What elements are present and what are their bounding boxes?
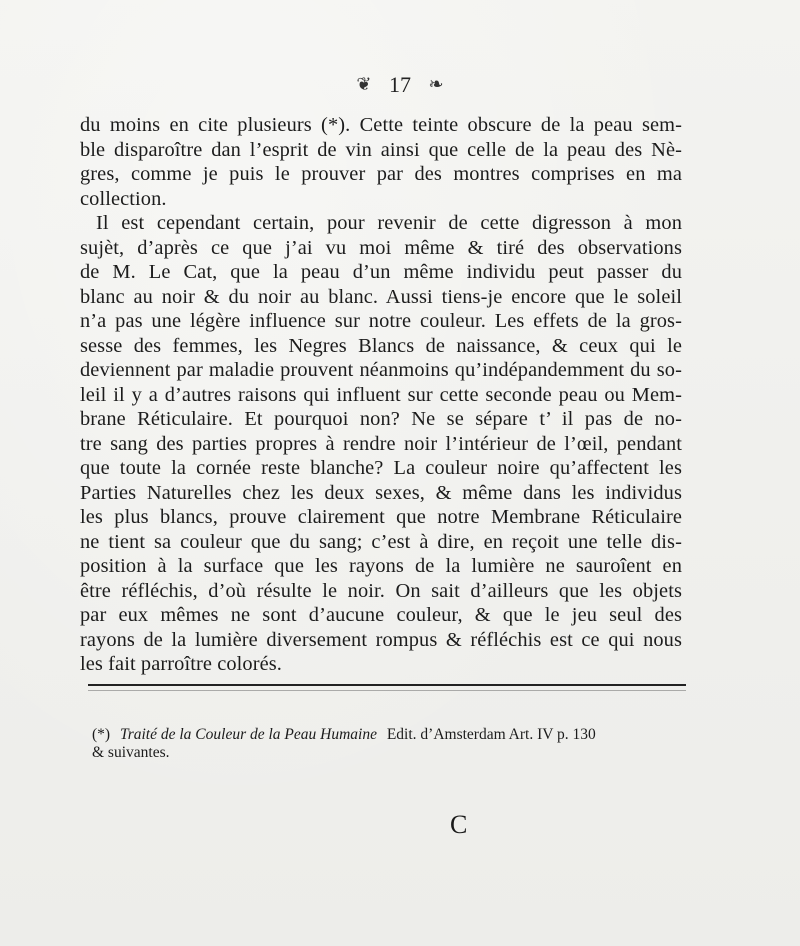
text-line: blanc au noir & du noir au blanc. Aussi tiens-je encore que le soleil [80,285,682,308]
text-line: deviennent par maladie prouvent néanmoins qu’indépandemment du so- [80,359,682,381]
text-line: gres, comme je puis le prouver par des montres comprises en ma [80,163,682,185]
page-number: 17 [389,72,411,97]
page-header [0,72,800,98]
fleuron-left-icon: ❦ [356,74,372,94]
text-line: n’a pas une légère influence sur notre couleur. Les effets de la gros- [80,310,682,332]
text-line: Il est cependant certain, pour revenir de cette digresson à mon [96,212,682,234]
footnote-separator-rule [88,684,686,686]
fleuron-right-icon: ❧ [428,74,444,94]
signature-mark: C [450,810,468,839]
text-line: les fait parroître colorés. [80,653,282,675]
text-line: tre sang des parties propres à rendre noir l’intérieur de l’œil, pendant [80,432,682,455]
footnote-edition: Edit. d’Amsterdam Art. IV p. 130 [386,726,596,743]
text-line: sujèt, d’après ce que j’ai vu moi même & tiré des observations [80,236,682,259]
text-line: sesse des femmes, les Negres Blancs de naissance, & ceux qui le [80,334,682,357]
text-line: leil il y a d’autres raisons qui influent sur cette seconde peau ou Mem- [80,383,682,406]
text-line: être réfléchis, d’où résulte le noir. On sait d’ailleurs que les objets [80,579,682,602]
footnote-line-1 [92,726,682,744]
footnote [92,726,682,762]
text-line: brane Réticulaire. Et pourquoi non? Ne se sépare t’ il pas de no- [80,408,682,430]
text-line: les plus blancs, prouve clairement que notre Membrane Réticulaire [80,506,682,528]
text-line: par eux mêmes ne sont d’aucune couleur, & que le jeu seul des [80,604,682,626]
text-line: de M. Le Cat, que la peau d’un même individu peut passer du [80,261,682,283]
text-line: Parties Naturelles chez les deux sexes, & même dans les individus [80,481,682,504]
footnote-separator-shadow [88,690,686,691]
text-line: que toute la cornée reste blanche? La couleur noire qu’affectent les [80,457,682,479]
text-line: collection. [80,187,167,210]
text-line: position à la surface que les rayons de la lumière ne sauroîent en [80,555,682,577]
footnote-work-title: Traité de la Couleur de la Peau Humaine [119,726,377,743]
text-line: ble disparoître dan l’esprit de vin ainsi que celle de la peau des Nè- [80,138,682,161]
footnote-line-2: & suivantes. [92,744,170,761]
text-line: ne tient sa couleur que du sang; c’est à dire, en reçoit une telle dis- [80,530,682,553]
footnote-marker: (*) [92,726,111,743]
text-line: rayons de la lumière diversement rompus & réfléchis est ce qui nous [80,628,682,651]
main-text-block [80,113,682,677]
text-line: du moins en cite plusieurs (*). Cette teinte obscure de la peau sem- [80,114,682,136]
